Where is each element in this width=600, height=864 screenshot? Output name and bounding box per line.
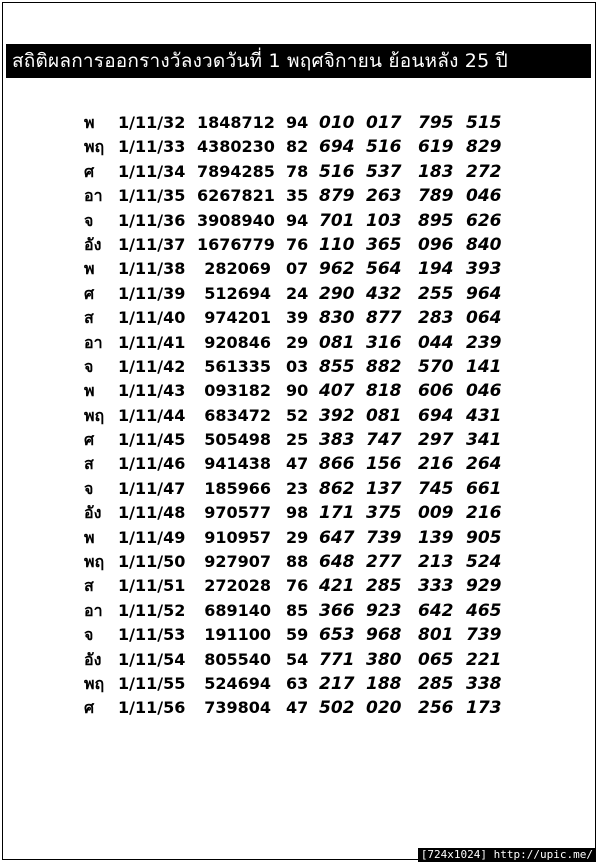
row-day: อา — [84, 186, 103, 206]
three-digit-4: 239 — [466, 332, 502, 353]
table-row — [0, 550, 600, 574]
three-digit-2: 537 — [366, 161, 402, 182]
row-day: จ — [84, 210, 94, 230]
three-digit-4: 173 — [466, 698, 502, 719]
first-prize: 093182 — [204, 381, 271, 401]
three-digit-2: 739 — [366, 527, 402, 548]
three-digit-3: 619 — [418, 137, 454, 158]
first-prize: 920846 — [204, 332, 271, 352]
three-digit-2: 968 — [366, 625, 402, 646]
three-digit-4: 524 — [466, 552, 502, 573]
two-digit: 85 — [286, 600, 309, 620]
three-digit-1: 502 — [319, 698, 355, 719]
three-digit-4: 064 — [466, 308, 502, 329]
row-date: 1/11/45 — [118, 430, 186, 450]
three-digit-2: 375 — [366, 503, 402, 524]
two-digit: 94 — [286, 210, 309, 230]
row-date: 1/11/49 — [118, 527, 186, 547]
two-digit: 47 — [286, 454, 309, 474]
three-digit-2: 818 — [366, 381, 402, 402]
row-date: 1/11/52 — [118, 600, 186, 620]
row-day: พ — [84, 113, 95, 132]
table-row — [0, 111, 600, 135]
row-date: 1/11/53 — [118, 625, 186, 645]
three-digit-2: 188 — [366, 673, 402, 694]
three-digit-3: 606 — [418, 381, 454, 402]
three-digit-2: 081 — [366, 405, 402, 426]
two-digit: 03 — [286, 356, 309, 376]
three-digit-2: 564 — [366, 259, 402, 280]
three-digit-1: 366 — [319, 600, 355, 621]
three-digit-3: 285 — [418, 673, 454, 694]
three-digit-1: 407 — [319, 381, 355, 402]
two-digit: 59 — [286, 625, 309, 645]
three-digit-3: 333 — [418, 576, 454, 597]
two-digit: 35 — [286, 186, 309, 206]
three-digit-2: 882 — [366, 356, 402, 377]
two-digit: 47 — [286, 698, 309, 718]
three-digit-4: 829 — [466, 137, 502, 158]
three-digit-2: 516 — [366, 137, 402, 158]
two-digit: 88 — [286, 552, 309, 572]
three-digit-3: 789 — [418, 186, 454, 207]
three-digit-3: 139 — [418, 527, 454, 548]
row-day: พฤ — [84, 552, 105, 572]
row-date: 1/11/47 — [118, 478, 186, 498]
table-row — [0, 331, 600, 355]
three-digit-4: 964 — [466, 283, 502, 304]
three-digit-1: 701 — [319, 210, 355, 231]
table-row — [0, 574, 600, 598]
first-prize: 910957 — [204, 527, 271, 547]
three-digit-2: 923 — [366, 600, 402, 621]
three-digit-1: 694 — [319, 137, 355, 158]
row-date: 1/11/46 — [118, 454, 186, 474]
first-prize: 4380230 — [197, 137, 275, 157]
three-digit-3: 297 — [418, 430, 454, 451]
three-digit-4: 272 — [466, 161, 502, 182]
table-row — [0, 306, 600, 330]
first-prize: 683472 — [204, 405, 271, 425]
row-date: 1/11/42 — [118, 356, 186, 376]
three-digit-1: 217 — [319, 673, 355, 694]
three-digit-4: 221 — [466, 649, 502, 670]
three-digit-2: 277 — [366, 552, 402, 573]
two-digit: 29 — [286, 332, 309, 352]
row-date: 1/11/40 — [118, 308, 186, 328]
three-digit-3: 009 — [418, 503, 454, 524]
three-digit-2: 156 — [366, 454, 402, 475]
row-day: ศ — [84, 698, 95, 718]
row-date: 1/11/35 — [118, 186, 186, 206]
two-digit: 90 — [286, 381, 309, 401]
three-digit-4: 661 — [466, 478, 502, 499]
row-date: 1/11/39 — [118, 283, 186, 303]
three-digit-1: 653 — [319, 625, 355, 646]
row-date: 1/11/51 — [118, 576, 186, 596]
row-day: พฤ — [84, 673, 105, 693]
row-day: ศ — [84, 161, 95, 181]
results-table — [0, 111, 600, 721]
two-digit: 52 — [286, 405, 309, 425]
three-digit-1: 866 — [319, 454, 355, 475]
table-row — [0, 526, 600, 550]
three-digit-2: 017 — [366, 113, 402, 133]
table-row — [0, 379, 600, 403]
row-date: 1/11/38 — [118, 259, 186, 279]
three-digit-4: 341 — [466, 430, 502, 451]
three-digit-1: 962 — [319, 259, 355, 280]
three-digit-3: 256 — [418, 698, 454, 719]
three-digit-3: 283 — [418, 308, 454, 329]
three-digit-2: 877 — [366, 308, 402, 329]
table-row — [0, 599, 600, 623]
three-digit-4: 046 — [466, 381, 502, 402]
table-row — [0, 184, 600, 208]
table-row — [0, 160, 600, 184]
two-digit: 76 — [286, 576, 309, 596]
three-digit-4: 739 — [466, 625, 502, 646]
row-date: 1/11/48 — [118, 503, 186, 523]
first-prize: 191100 — [204, 625, 271, 645]
row-day: จ — [84, 625, 94, 645]
first-prize: 512694 — [204, 283, 271, 303]
three-digit-3: 795 — [418, 113, 454, 133]
two-digit: 39 — [286, 308, 309, 328]
three-digit-1: 879 — [319, 186, 355, 207]
two-digit: 94 — [286, 113, 309, 132]
three-digit-3: 216 — [418, 454, 454, 475]
three-digit-4: 431 — [466, 405, 502, 426]
two-digit: 25 — [286, 430, 309, 450]
three-digit-1: 383 — [319, 430, 355, 451]
table-row — [0, 452, 600, 476]
first-prize: 970577 — [204, 503, 271, 523]
row-date: 1/11/36 — [118, 210, 186, 230]
table-row — [0, 623, 600, 647]
first-prize: 7894285 — [197, 161, 275, 181]
row-day: พฤ — [84, 405, 105, 425]
two-digit: 54 — [286, 649, 309, 669]
three-digit-2: 365 — [366, 234, 402, 255]
first-prize: 282069 — [204, 259, 271, 279]
three-digit-3: 570 — [418, 356, 454, 377]
three-digit-1: 862 — [319, 478, 355, 499]
first-prize: 3908940 — [197, 210, 275, 230]
table-row — [0, 135, 600, 159]
row-date: 1/11/54 — [118, 649, 186, 669]
table-row — [0, 233, 600, 257]
row-date: 1/11/33 — [118, 137, 186, 157]
three-digit-1: 010 — [319, 113, 355, 133]
three-digit-4: 216 — [466, 503, 502, 524]
table-row — [0, 477, 600, 501]
three-digit-2: 380 — [366, 649, 402, 670]
first-prize: 272028 — [204, 576, 271, 596]
three-digit-3: 044 — [418, 332, 454, 353]
three-digit-3: 096 — [418, 234, 454, 255]
row-date: 1/11/50 — [118, 552, 186, 572]
three-digit-1: 647 — [319, 527, 355, 548]
first-prize: 689140 — [204, 600, 271, 620]
three-digit-1: 516 — [319, 161, 355, 182]
row-day: พ — [84, 381, 95, 401]
three-digit-3: 255 — [418, 283, 454, 304]
first-prize: 927907 — [204, 552, 271, 572]
first-prize: 524694 — [204, 673, 271, 693]
three-digit-2: 263 — [366, 186, 402, 207]
first-prize: 1676779 — [197, 234, 275, 254]
first-prize: 505498 — [204, 430, 271, 450]
two-digit: 76 — [286, 234, 309, 254]
three-digit-1: 081 — [319, 332, 355, 353]
three-digit-1: 830 — [319, 308, 355, 329]
row-date: 1/11/32 — [118, 113, 186, 132]
three-digit-3: 801 — [418, 625, 454, 646]
first-prize: 561335 — [204, 356, 271, 376]
row-day: ศ — [84, 430, 95, 450]
two-digit: 82 — [286, 137, 309, 157]
two-digit: 63 — [286, 673, 309, 693]
row-day: อา — [84, 600, 103, 620]
three-digit-2: 020 — [366, 698, 402, 719]
three-digit-2: 432 — [366, 283, 402, 304]
three-digit-2: 316 — [366, 332, 402, 353]
two-digit: 78 — [286, 161, 309, 181]
three-digit-1: 290 — [319, 283, 355, 304]
table-row — [0, 648, 600, 672]
table-row — [0, 501, 600, 525]
three-digit-1: 171 — [319, 503, 355, 524]
three-digit-3: 694 — [418, 405, 454, 426]
row-date: 1/11/37 — [118, 234, 186, 254]
three-digit-4: 626 — [466, 210, 502, 231]
three-digit-4: 929 — [466, 576, 502, 597]
table-row — [0, 696, 600, 720]
three-digit-4: 393 — [466, 259, 502, 280]
three-digit-1: 771 — [319, 649, 355, 670]
row-day: ส — [84, 308, 94, 328]
row-date: 1/11/34 — [118, 161, 186, 181]
row-day: อา — [84, 332, 103, 352]
three-digit-1: 855 — [319, 356, 355, 377]
first-prize: 739804 — [204, 698, 271, 718]
three-digit-2: 285 — [366, 576, 402, 597]
row-day: พ — [84, 527, 95, 547]
first-prize: 805540 — [204, 649, 271, 669]
row-day: ส — [84, 576, 94, 596]
three-digit-3: 183 — [418, 161, 454, 182]
row-date: 1/11/55 — [118, 673, 186, 693]
first-prize: 185966 — [204, 478, 271, 498]
three-digit-2: 137 — [366, 478, 402, 499]
three-digit-3: 194 — [418, 259, 454, 280]
three-digit-3: 065 — [418, 649, 454, 670]
table-row — [0, 404, 600, 428]
row-day: อัง — [84, 649, 102, 669]
three-digit-3: 213 — [418, 552, 454, 573]
three-digit-3: 745 — [418, 478, 454, 499]
three-digit-1: 392 — [319, 405, 355, 426]
three-digit-1: 421 — [319, 576, 355, 597]
row-day: อัง — [84, 234, 102, 254]
table-row — [0, 282, 600, 306]
row-day: พ — [84, 259, 95, 279]
table-row — [0, 355, 600, 379]
three-digit-3: 895 — [418, 210, 454, 231]
two-digit: 29 — [286, 527, 309, 547]
table-row — [0, 428, 600, 452]
three-digit-2: 103 — [366, 210, 402, 231]
three-digit-4: 264 — [466, 454, 502, 475]
three-digit-4: 046 — [466, 186, 502, 207]
page-title: สถิติผลการออกรางวัลงวดวันที่ 1 พฤศจิกายน ย้อนหลัง 25 ปี — [6, 44, 591, 78]
three-digit-4: 141 — [466, 356, 502, 377]
three-digit-4: 465 — [466, 600, 502, 621]
two-digit: 23 — [286, 478, 309, 498]
row-date: 1/11/44 — [118, 405, 186, 425]
two-digit: 07 — [286, 259, 309, 279]
two-digit: 98 — [286, 503, 309, 523]
table-row — [0, 672, 600, 696]
row-date: 1/11/43 — [118, 381, 186, 401]
first-prize: 6267821 — [197, 186, 275, 206]
table-row — [0, 257, 600, 281]
row-day: อัง — [84, 503, 102, 523]
three-digit-1: 110 — [319, 234, 355, 255]
three-digit-1: 648 — [319, 552, 355, 573]
first-prize: 1848712 — [197, 113, 275, 132]
row-day: พฤ — [84, 137, 105, 157]
three-digit-3: 642 — [418, 600, 454, 621]
row-day: ส — [84, 454, 94, 474]
three-digit-2: 747 — [366, 430, 402, 451]
image-size-footer: [724x1024] http://upic.me/ — [418, 848, 596, 862]
first-prize: 974201 — [204, 308, 271, 328]
row-day: จ — [84, 478, 94, 498]
row-day: จ — [84, 356, 94, 376]
first-prize: 941438 — [204, 454, 271, 474]
two-digit: 24 — [286, 283, 309, 303]
row-date: 1/11/56 — [118, 698, 186, 718]
three-digit-4: 515 — [466, 113, 502, 133]
three-digit-4: 905 — [466, 527, 502, 548]
three-digit-4: 338 — [466, 673, 502, 694]
three-digit-4: 840 — [466, 234, 502, 255]
row-date: 1/11/41 — [118, 332, 186, 352]
row-day: ศ — [84, 283, 95, 303]
table-row — [0, 209, 600, 233]
